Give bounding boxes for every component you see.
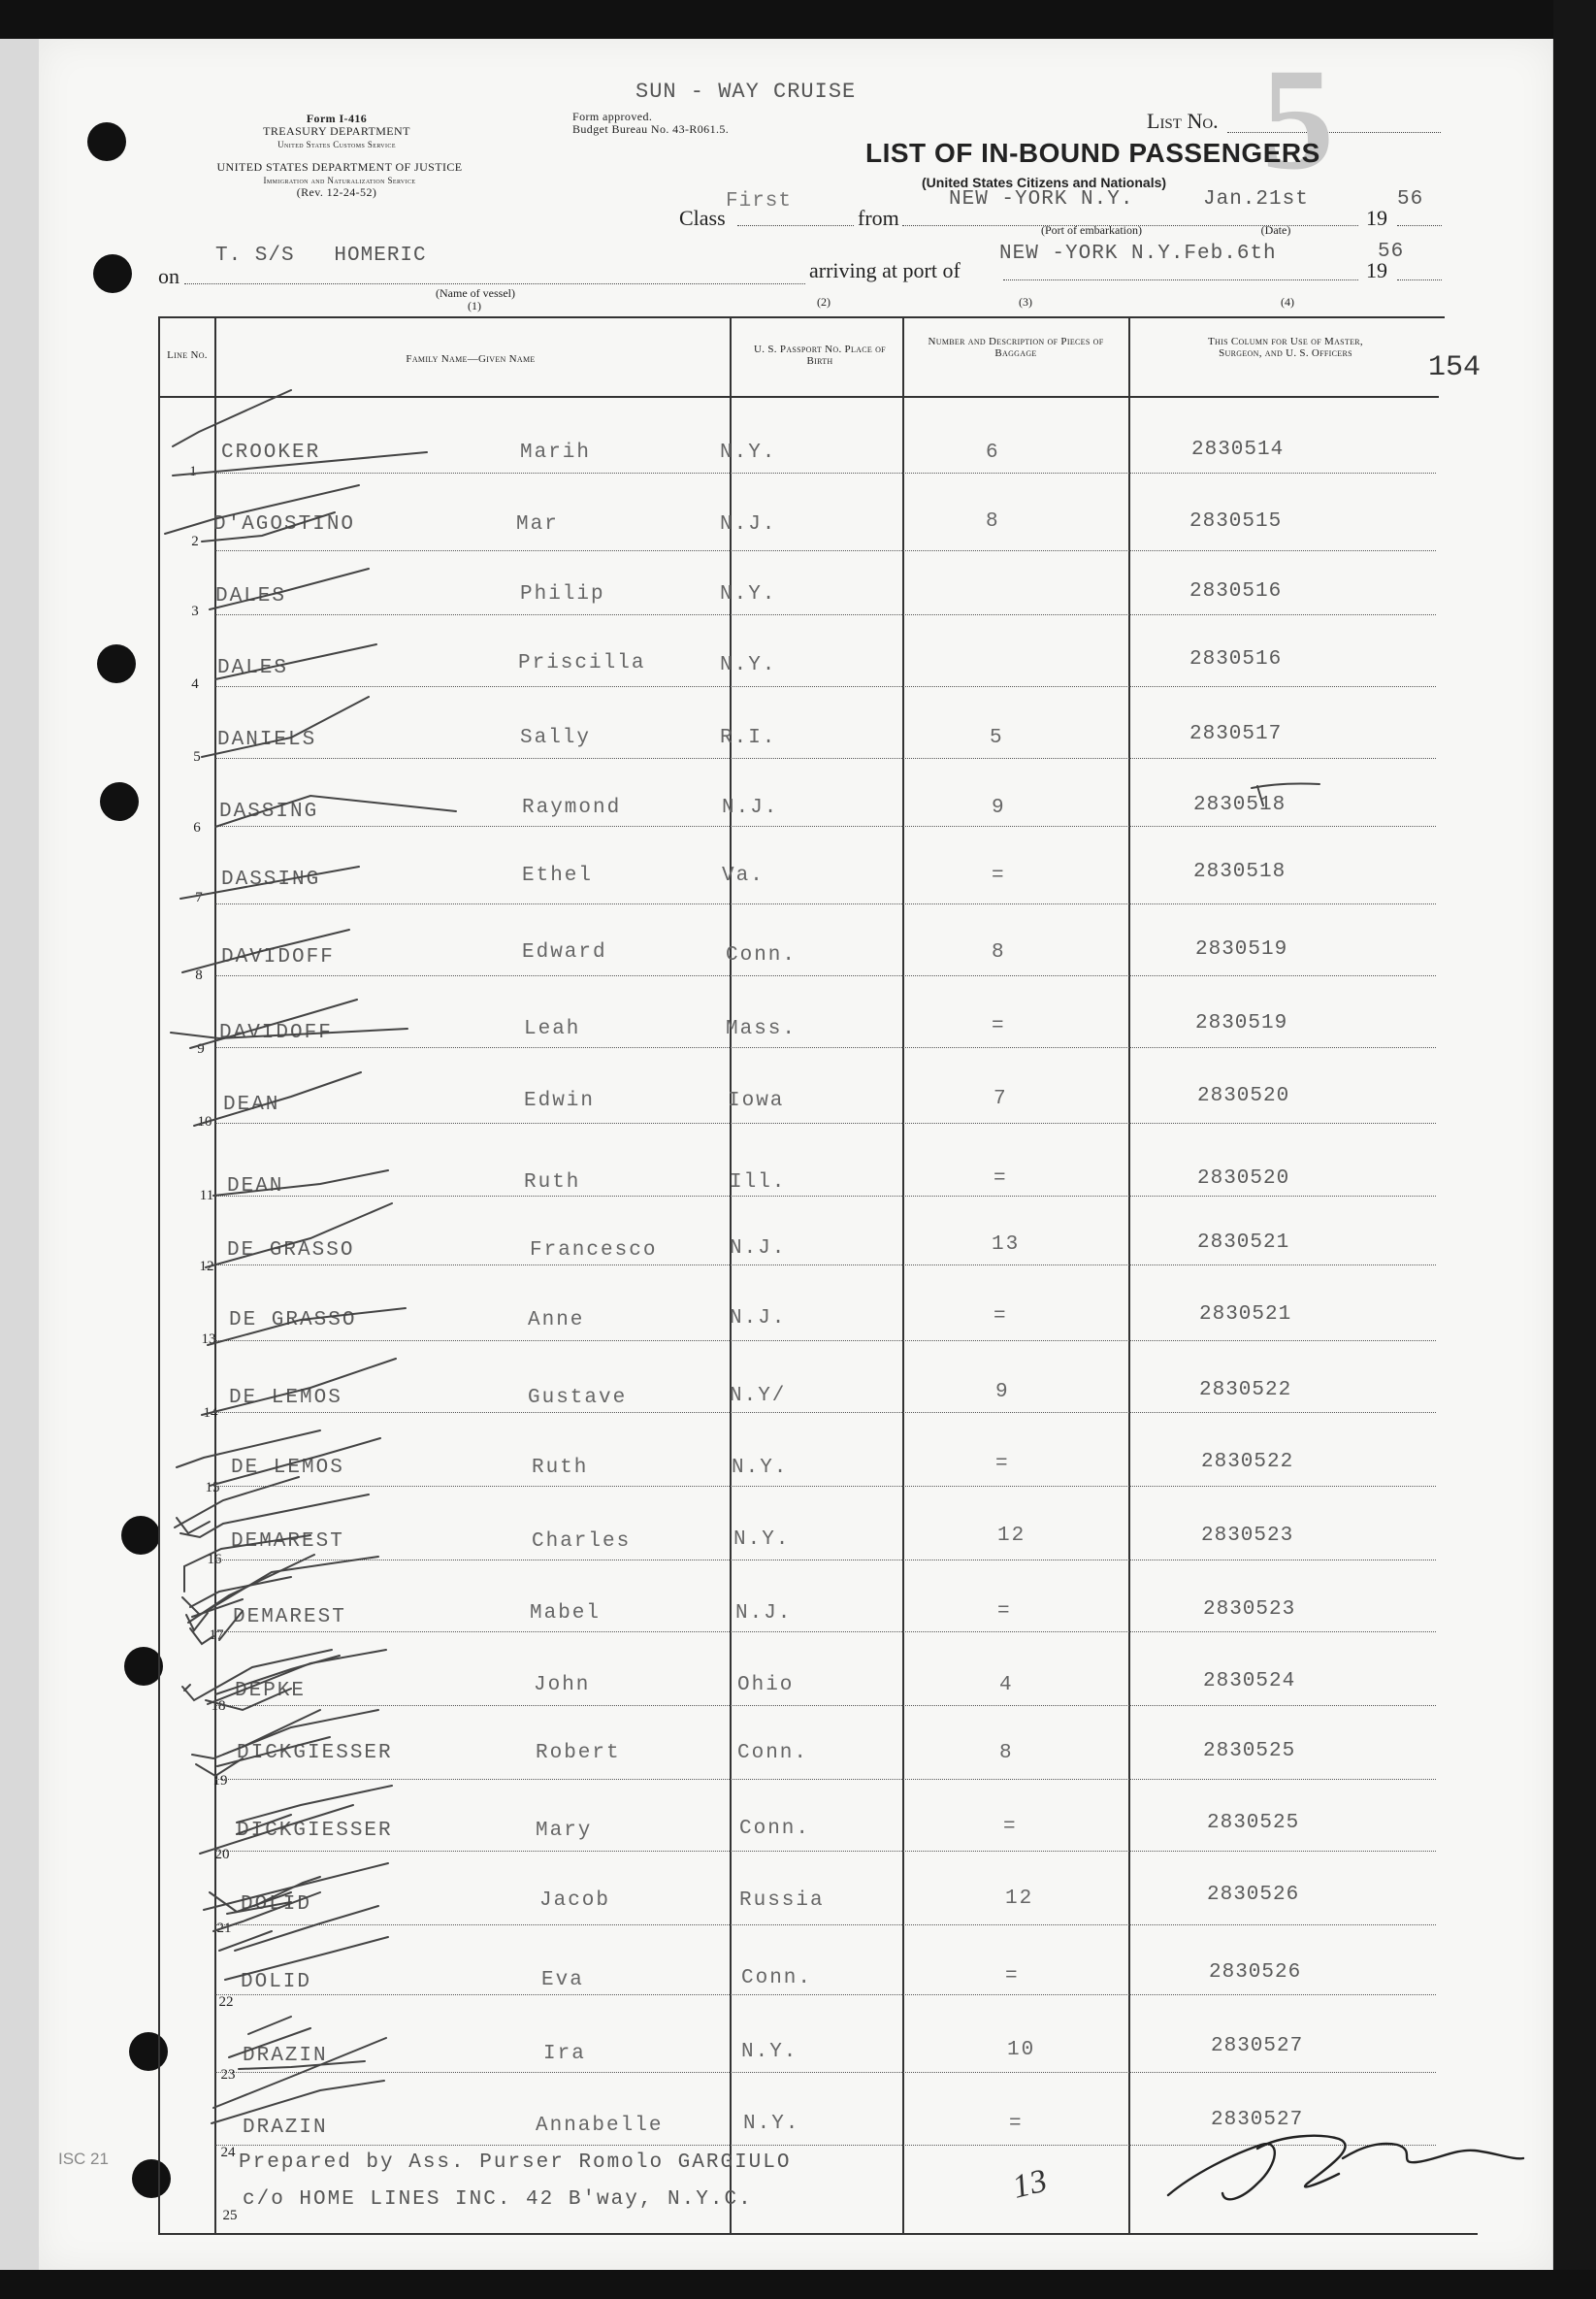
family-name: DE GRASSO <box>229 1309 357 1331</box>
baggage-count: 9 <box>995 1381 1010 1403</box>
given-name: Mar <box>516 513 559 536</box>
class-value: First <box>726 190 793 213</box>
company-address: c/o HOME LINES INC. 42 B'way, N.Y.C. <box>243 2188 753 2211</box>
check-mark <box>237 1815 291 1834</box>
class-label: Class <box>679 206 726 230</box>
line-number: 1 <box>189 464 197 479</box>
check-mark <box>182 1650 332 1700</box>
place-of-birth: N.J. <box>722 797 779 819</box>
check-mark <box>212 2081 384 2123</box>
place-of-birth: Conn. <box>741 1967 813 1989</box>
place-of-birth: N.Y. <box>732 1457 789 1479</box>
given-name: Francesco <box>530 1239 658 1262</box>
officer-code: 2830518 <box>1193 861 1287 883</box>
arrival-port-date: NEW -YORK N.Y.Feb.6th <box>999 243 1277 265</box>
year-prefix-1: 19 <box>1366 206 1387 230</box>
given-name: Sally <box>520 727 592 749</box>
line-number: 18 <box>211 1698 226 1714</box>
given-name: Annabelle <box>536 2115 664 2137</box>
check-mark <box>239 2061 365 2069</box>
check-mark <box>173 390 291 446</box>
line-number: 6 <box>193 820 201 836</box>
family-name: DOLID <box>241 1971 312 1993</box>
baggage-count: 8 <box>999 1742 1014 1764</box>
place-of-birth: Russia <box>739 1889 825 1912</box>
given-name: Eva <box>541 1969 584 1991</box>
baggage-count: 4 <box>999 1674 1014 1696</box>
place-of-birth: Va. <box>722 865 765 887</box>
baggage-count: 12 <box>997 1525 1026 1547</box>
line-number: 19 <box>212 1773 228 1789</box>
family-name: DANIELS <box>217 729 317 751</box>
caption-3: (3) <box>1019 295 1032 309</box>
check-mark <box>194 1072 361 1126</box>
family-name: DAVIDOFF <box>221 946 335 969</box>
officer-code: 2830527 <box>1211 2035 1304 2057</box>
document-subtitle: (United States Citizens and Nationals) <box>922 175 1167 190</box>
check-mark <box>171 1029 407 1038</box>
line-number: 23 <box>220 2067 236 2083</box>
family-name: DALES <box>217 657 289 679</box>
baggage-count: = <box>992 1015 1006 1037</box>
line-number: 25 <box>222 2208 238 2223</box>
officer-code: 2830519 <box>1195 938 1288 961</box>
baggage-count: 6 <box>986 442 1000 464</box>
officer-code: 2830521 <box>1197 1232 1290 1254</box>
officer-code: 2830524 <box>1203 1670 1296 1692</box>
given-name: Ruth <box>524 1171 581 1194</box>
line-number: 2 <box>191 534 199 549</box>
baggage-count: = <box>993 1305 1008 1328</box>
baggage-count: 13 <box>992 1233 1021 1256</box>
given-name: Gustave <box>528 1387 628 1409</box>
given-name: Edward <box>522 941 607 964</box>
signature <box>1168 2136 1523 2200</box>
family-name: DRAZIN <box>243 2045 328 2067</box>
caption-4: (4) <box>1281 295 1294 309</box>
family-name: DASSING <box>221 869 321 891</box>
check-mark <box>177 1518 210 1533</box>
place-of-birth: R.I. <box>720 727 777 749</box>
officer-code: 2830526 <box>1209 1961 1302 1984</box>
line-number: 16 <box>207 1552 222 1567</box>
baggage-count: = <box>1009 2113 1024 2135</box>
check-mark <box>229 2028 310 2057</box>
place-of-birth: Ohio <box>737 1674 795 1696</box>
family-name: DICKGIESSER <box>237 1820 393 1842</box>
vessel-caption: (Name of vessel) <box>436 286 515 300</box>
baggage-count: 7 <box>993 1088 1008 1110</box>
check-mark <box>219 1611 243 1640</box>
arriving-label: arriving at port of <box>809 258 961 282</box>
place-of-birth: N.Y. <box>741 2041 798 2063</box>
officer-code: 2830522 <box>1199 1379 1292 1401</box>
place-of-birth: Ill. <box>730 1171 787 1194</box>
check-mark <box>1257 786 1263 805</box>
cruise-name: SUN - WAY CRUISE <box>635 80 857 104</box>
officer-code: 2830523 <box>1201 1525 1294 1547</box>
immigration-service: Immigration and Naturalization Service <box>263 176 416 185</box>
given-name: Jacob <box>539 1889 611 1912</box>
place-of-birth: Iowa <box>728 1090 785 1112</box>
officer-code: 2830522 <box>1201 1451 1294 1473</box>
officer-code: 2830514 <box>1191 439 1285 461</box>
place-of-birth: N.J. <box>730 1307 787 1330</box>
date-caption: (Date) <box>1260 223 1291 237</box>
baggage-count: 12 <box>1005 1888 1034 1910</box>
line-number: 12 <box>199 1259 214 1274</box>
line-number: 7 <box>195 890 203 905</box>
officer-code: 2830523 <box>1203 1598 1296 1621</box>
officer-code: 2830527 <box>1211 2109 1304 2131</box>
baggage-count: = <box>1003 1816 1018 1838</box>
place-of-birth: N.J. <box>735 1602 793 1625</box>
given-name: Marih <box>520 442 592 464</box>
baggage-count: = <box>992 865 1006 887</box>
family-name: DEPKE <box>235 1680 307 1702</box>
baggage-count: = <box>1005 1965 1020 1987</box>
line-number: 15 <box>205 1480 220 1495</box>
check-mark <box>190 1577 291 1607</box>
officer-code: 2830516 <box>1189 580 1283 603</box>
check-mark <box>213 1170 388 1196</box>
family-name: DEAN <box>227 1175 284 1198</box>
check-mark <box>225 1937 388 1980</box>
officer-code: 2830519 <box>1195 1012 1288 1035</box>
port-embarkation-caption: (Port of embarkation) <box>1041 223 1142 237</box>
family-name: DRAZIN <box>243 2117 328 2139</box>
column-header-line: Line No. <box>167 349 208 361</box>
form-revision: (Rev. 12-24-52) <box>296 185 377 199</box>
officer-code: 2830517 <box>1189 723 1283 745</box>
place-of-birth: N.Y. <box>743 2113 800 2135</box>
given-name: Ruth <box>532 1457 589 1479</box>
baggage-count: = <box>997 1600 1012 1623</box>
officer-code: 2830516 <box>1189 648 1283 671</box>
place-of-birth: N.Y. <box>733 1528 791 1551</box>
budget-bureau: Budget Bureau No. 43-R061.5. <box>572 122 730 136</box>
line-number: 21 <box>216 1921 232 1936</box>
officer-code: 2830518 <box>1193 794 1287 816</box>
check-mark <box>215 796 456 827</box>
place-of-birth: Mass. <box>726 1018 798 1040</box>
place-of-birth: N.Y/ <box>730 1385 787 1407</box>
year-value-1: 56 <box>1397 188 1424 211</box>
baggage-count: 8 <box>992 941 1006 964</box>
given-name: Raymond <box>522 797 622 819</box>
baggage-count: 5 <box>990 727 1004 749</box>
page-stamp: 154 <box>1428 351 1482 384</box>
family-name: DE LEMOS <box>229 1387 342 1409</box>
check-mark <box>208 1308 406 1345</box>
given-name: Leah <box>524 1018 581 1040</box>
line-number: 24 <box>220 2145 236 2160</box>
check-mark <box>202 697 369 757</box>
form-number: Form I-416 <box>306 112 368 125</box>
family-name: D'AGOSTINO <box>213 513 356 536</box>
officer-code: 2830521 <box>1199 1303 1292 1326</box>
line-number: 5 <box>193 749 201 765</box>
check-mark <box>1252 784 1319 789</box>
check-mark <box>190 1000 357 1048</box>
check-mark <box>213 1892 320 1931</box>
baggage-count: 9 <box>992 797 1006 819</box>
place-of-birth: N.J. <box>730 1237 787 1260</box>
family-name: DALES <box>215 585 287 608</box>
given-name: John <box>534 1674 591 1696</box>
form-approved: Form approved. <box>572 110 653 123</box>
line-number: 11 <box>199 1188 214 1203</box>
family-name: CROOKER <box>221 442 321 464</box>
given-name: Charles <box>532 1530 632 1553</box>
officer-code: 2830515 <box>1189 510 1283 533</box>
check-mark <box>173 452 427 476</box>
column-header-officers: This Column for Use of Master, Surgeon, and U. S. Officers <box>1208 336 1363 359</box>
officer-code: 2830520 <box>1197 1085 1290 1107</box>
check-mark <box>192 1710 320 1758</box>
check-mark <box>180 1494 369 1537</box>
year-prefix-2: 19 <box>1366 258 1387 282</box>
officer-code: 2830525 <box>1207 1812 1300 1834</box>
check-mark <box>180 867 359 899</box>
check-mark <box>184 1685 190 1691</box>
port-of-embarkation: NEW -YORK N.Y. <box>949 188 1134 211</box>
check-mark <box>217 1737 330 1766</box>
column-header-passport: U. S. Passport No. Place of Birth <box>754 344 886 367</box>
family-name: DOLID <box>241 1893 312 1916</box>
caption-1: (1) <box>468 299 481 312</box>
line-number: 14 <box>203 1405 218 1421</box>
line-number: 13 <box>201 1331 216 1347</box>
officer-code: 2830520 <box>1197 1167 1290 1190</box>
place-of-birth: Conn. <box>726 944 798 967</box>
check-mark <box>182 930 349 972</box>
check-mark <box>254 1877 320 1906</box>
vessel-name: T. S/S HOMERIC <box>215 245 427 267</box>
place-of-birth: Conn. <box>739 1818 811 1840</box>
check-mark <box>215 644 376 679</box>
given-name: Robert <box>536 1742 621 1764</box>
from-label: from <box>858 206 899 230</box>
department-of-justice: UNITED STATES DEPARTMENT OF JUSTICE <box>216 160 463 174</box>
given-name: Anne <box>528 1309 585 1331</box>
line-number: 8 <box>195 968 203 983</box>
column-header-baggage: Number and Description of Pieces of Baggage <box>928 336 1104 359</box>
family-name: DE LEMOS <box>231 1457 344 1479</box>
form-code: ISC 21 <box>58 2150 109 2168</box>
check-mark <box>206 1203 392 1267</box>
line-number: 10 <box>197 1114 212 1130</box>
embarkation-date: Jan.21st <box>1203 188 1309 211</box>
given-name: Edwin <box>524 1090 596 1112</box>
check-mark <box>184 1535 310 1566</box>
place-of-birth: N.Y. <box>720 654 777 676</box>
given-name: Ira <box>543 2043 586 2065</box>
given-name: Mary <box>536 1820 593 1842</box>
baggage-count: 10 <box>1007 2039 1036 2061</box>
list-number-label: List No. <box>1147 109 1219 133</box>
caption-2: (2) <box>817 295 831 309</box>
given-name: Priscilla <box>518 652 646 674</box>
check-mark <box>248 2017 291 2034</box>
family-name: DEAN <box>223 1094 280 1116</box>
baggage-count: = <box>993 1167 1008 1190</box>
check-mark <box>165 485 359 534</box>
family-name: DEMAREST <box>233 1606 346 1628</box>
list-number-value: 5 <box>1261 39 1334 200</box>
family-name: DEMAREST <box>231 1530 344 1553</box>
document-title: LIST OF IN-BOUND PASSENGERS <box>865 138 1320 168</box>
place-of-birth: N.J. <box>720 513 777 536</box>
check-mark <box>202 1359 396 1415</box>
line-number: 4 <box>191 676 199 692</box>
place-of-birth: Conn. <box>737 1742 809 1764</box>
line-number: 22 <box>218 1994 234 2010</box>
baggage-count: = <box>995 1453 1010 1475</box>
handwritten-initials: 13 <box>1008 2162 1052 2206</box>
family-name: DE GRASSO <box>227 1239 355 1262</box>
officer-code: 2830526 <box>1207 1884 1300 1906</box>
given-name: Philip <box>520 583 605 606</box>
place-of-birth: N.Y. <box>720 442 777 464</box>
place-of-birth: N.Y. <box>720 583 777 606</box>
family-name: DASSING <box>219 801 319 823</box>
year-value-2: 56 <box>1378 241 1405 263</box>
on-label: on <box>158 264 179 288</box>
baggage-count: 8 <box>986 510 1000 533</box>
line-number: 20 <box>214 1847 230 1862</box>
customs-service: United States Customs Service <box>277 140 396 149</box>
family-name: DAVIDOFF <box>219 1022 333 1044</box>
officer-code: 2830525 <box>1203 1740 1296 1762</box>
line-number: 3 <box>191 604 199 619</box>
check-mark <box>235 1906 378 1951</box>
column-header-name: Family Name—Given Name <box>406 353 536 365</box>
given-name: Mabel <box>530 1602 602 1625</box>
treasury-department: TREASURY DEPARTMENT <box>263 124 410 138</box>
given-name: Ethel <box>522 865 594 887</box>
check-mark <box>223 1710 378 1755</box>
family-name: DICKGIESSER <box>237 1742 393 1764</box>
check-mark <box>210 569 369 609</box>
prepared-by: Prepared by Ass. Purser Romolo GARGIULO <box>239 2151 792 2174</box>
line-number: 9 <box>197 1041 205 1057</box>
line-number: 17 <box>209 1627 224 1643</box>
